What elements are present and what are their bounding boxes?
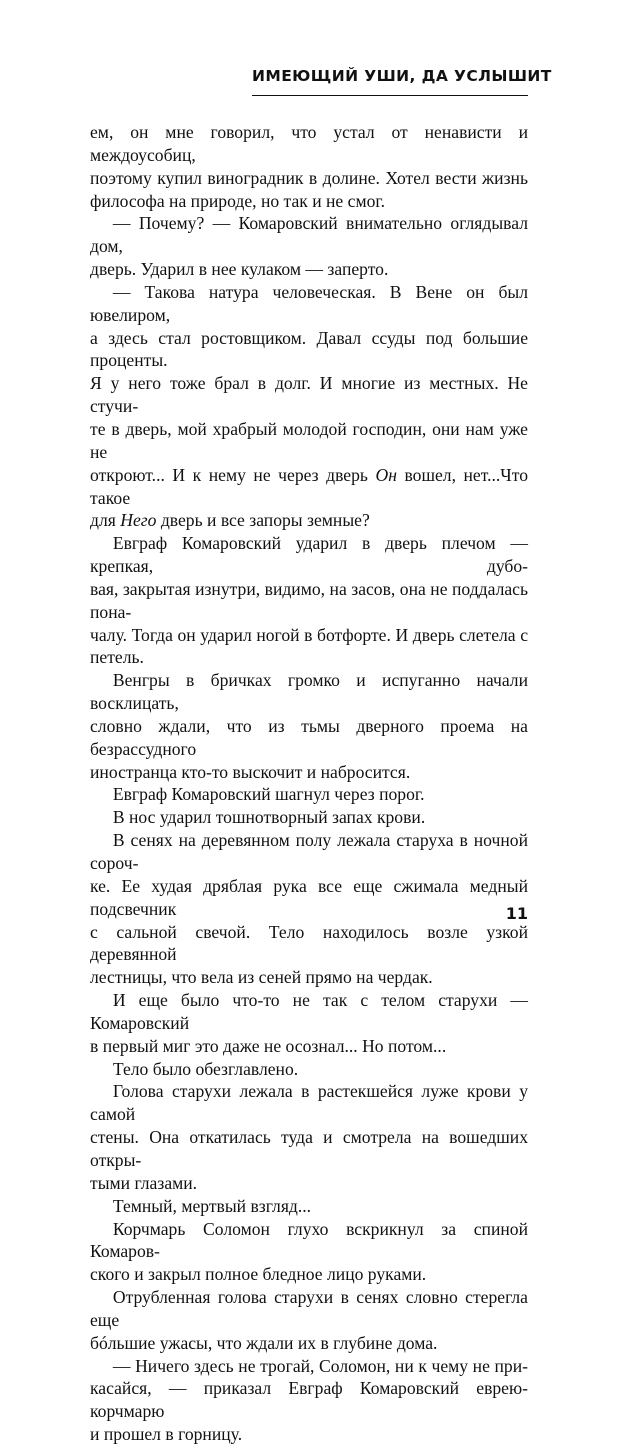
text-line: В сенях на деревянном полу лежала старуха в ночной сороч- (90, 830, 528, 873)
text-run: для (90, 510, 121, 531)
text-line (90, 509, 528, 532)
text-line: те в дверь, мой храбрый молодой господин, они нам уже не (90, 418, 528, 462)
text-line: Отрубленная голова старухи в сенях словно стерегла еще (90, 1287, 528, 1330)
text-line: Темный, мертвый взгляд... (112, 1195, 312, 1216)
text-line: Венгры в бричках громко и испуганно начали восклицать, (90, 670, 528, 714)
text-line: Я у него тоже брал в долг. И многие из местных. Не стучи- (90, 373, 528, 417)
text-line (90, 464, 528, 510)
text-line: — Почему? — Комаровский внимательно оглядывал дом, (90, 213, 528, 257)
text-line: дверь. Ударил в нее кулаком — заперто. (90, 259, 389, 280)
text-line: с сальной свечой. Тело находилось возле узкой деревянной (90, 921, 528, 965)
text-line: вая, закрытая изнутри, видимо, на засов, она не поддалась пона- (90, 578, 528, 622)
text-line: а здесь стал ростовщиком. Давал ссуды под большие проценты. (90, 327, 528, 371)
text-line: тыми глазами. (90, 1172, 198, 1193)
text-line: В нос ударил тошнотворный запах крови. (112, 807, 426, 828)
text-line: ского и закрыл полное бледное лицо руками. (90, 1264, 427, 1285)
text-line: иностранца кто-то выскочит и набросится. (90, 761, 411, 782)
text-line: лестницы, что вела из сеней прямо на чердак. (90, 967, 433, 988)
text-line: — Ничего здесь не трогай, Соломон, ни к чему не при- (112, 1355, 528, 1376)
text-line: философа на природе, но так и не смог. (90, 190, 386, 211)
text-line: бóльшие ужасы, что ждали их в глубине дома. (90, 1332, 438, 1353)
text-line: и прошел в горницу. (90, 1424, 243, 1445)
page-number: 11 (505, 904, 528, 923)
body-text (90, 121, 528, 1446)
text-line: Евграф Комаровский ударил в дверь плечом — крепкая, дубо- (90, 533, 528, 577)
text-line: словно ждали, что из тьмы дверного проема на безрассудного (90, 715, 528, 759)
text-run: вошел, нет...Что такое (90, 464, 528, 508)
header-rule (252, 95, 528, 96)
text-line: стены. Она откатилась туда и смотрела на вошедших откры- (90, 1127, 528, 1170)
text-line: ке. Ее худая дряблая рука все еще сжимала медный подсвечник (90, 875, 528, 919)
text-line: Корчмарь Соломон глухо вскрикнул за спиной Комаров- (90, 1218, 528, 1262)
text-line: — Такова натура человеческая. В Вене он был ювелиром, (90, 281, 528, 325)
text-line: Евграф Комаровский шагнул через порог. (112, 784, 425, 805)
text-line: Тело было обезглавлено. (112, 1058, 299, 1079)
text-line: в первый миг это даже не осознал... Но потом... (90, 1035, 447, 1056)
emphasis: Он (375, 464, 397, 485)
text-line: поэтому купил виноградник в долине. Хотел вести жизнь (90, 167, 528, 188)
emphasis: Него (120, 510, 157, 531)
running-header: ИМЕЮЩИЙ УШИ, ДА УСЛЫШИТ (252, 67, 552, 85)
text-line: Голова старухи лежала в растекшейся луже крови у самой (90, 1081, 528, 1125)
text-run: откроют... И к нему не через дверь (90, 464, 376, 485)
text-line: чалу. Тогда он ударил ногой в ботфорте. И дверь слетела с петель. (90, 624, 528, 668)
text-run: дверь и все запоры земные? (156, 510, 370, 531)
text-line: касайся, — приказал Евграф Комаровский еврею-корчмарю (90, 1378, 528, 1422)
text-line: ем, он мне говорил, что устал от ненависти и междоусобиц, (90, 122, 528, 165)
text-line: И еще было что-то не так с телом старухи — Комаровский (90, 990, 528, 1033)
